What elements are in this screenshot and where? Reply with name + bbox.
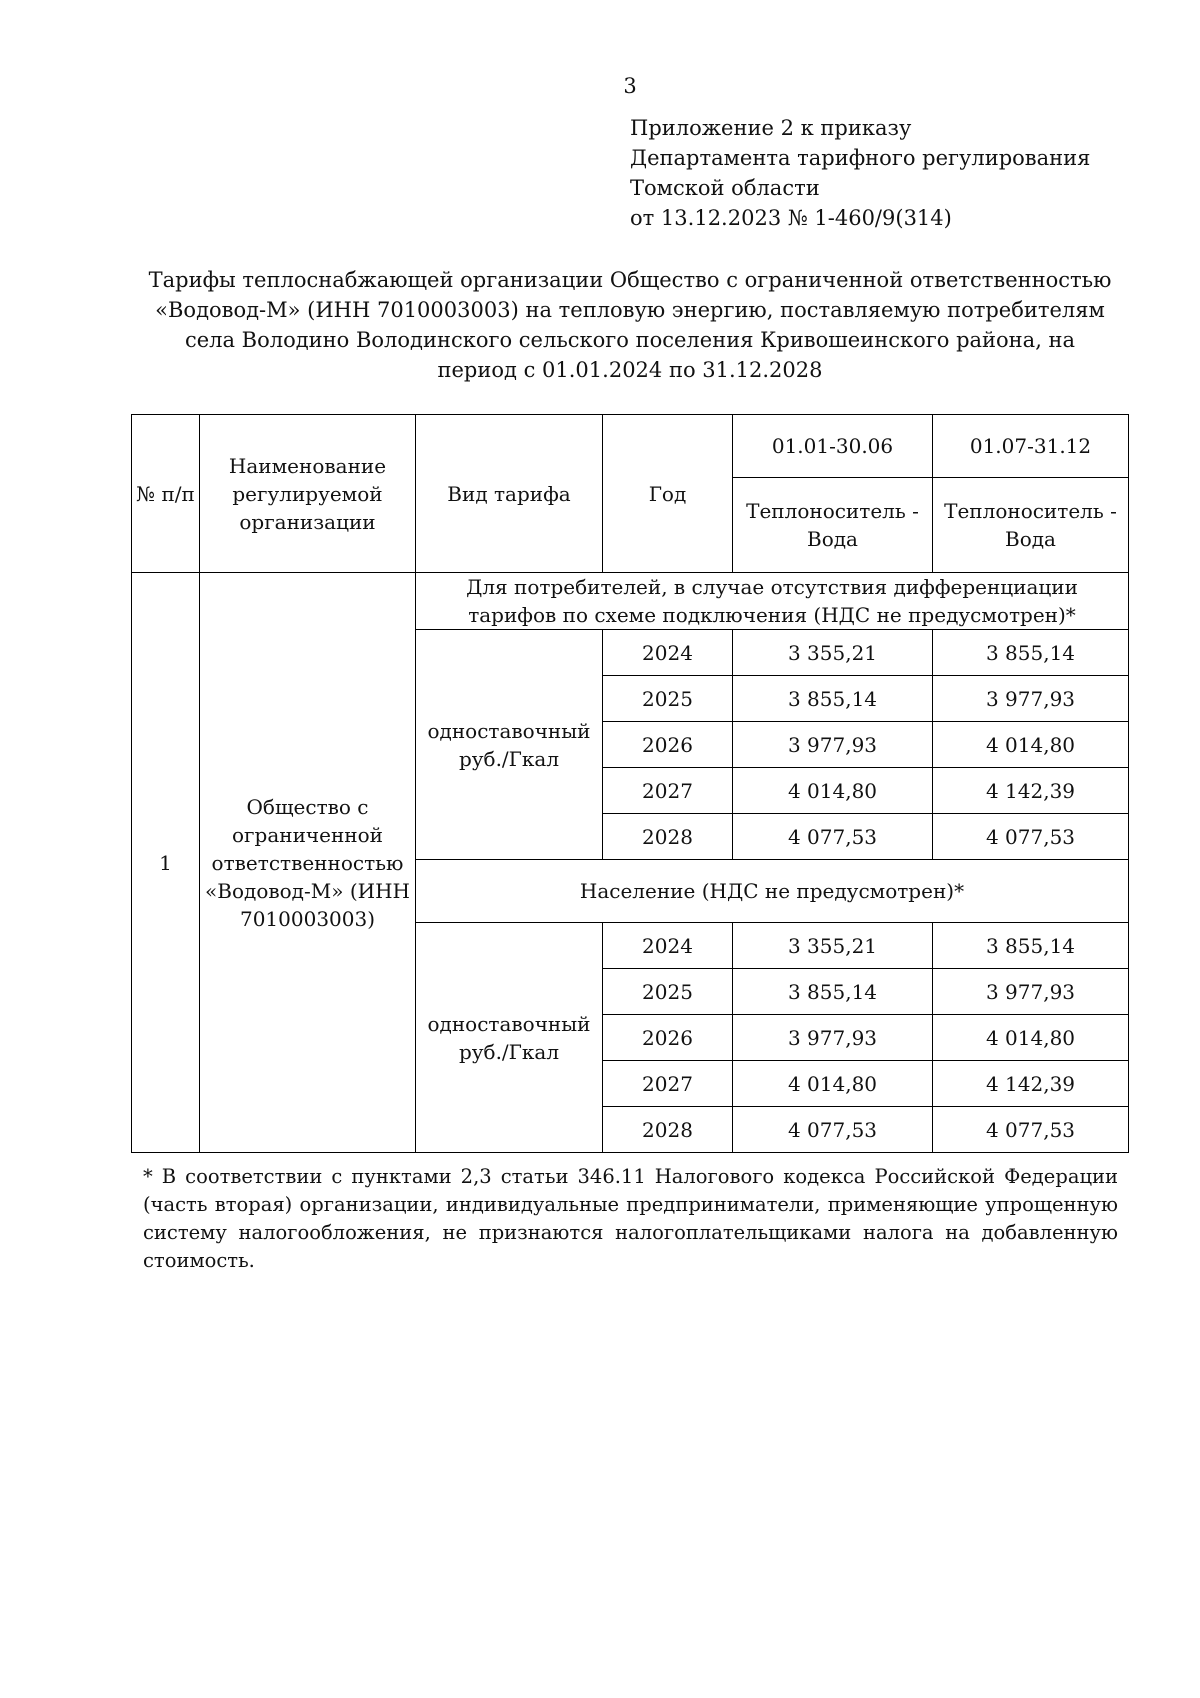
value-cell: 4 014,80 xyxy=(733,768,933,814)
title-line: села Володино Володинского сельского поселения Кривошеинского района, на xyxy=(184,328,1076,352)
year-cell: 2025 xyxy=(603,676,733,722)
value-cell: 3 977,93 xyxy=(933,676,1129,722)
value-cell: 4 014,80 xyxy=(933,1015,1129,1061)
value-cell: 3 977,93 xyxy=(733,722,933,768)
year-cell: 2024 xyxy=(603,630,733,676)
value-cell: 3 355,21 xyxy=(733,923,933,969)
organization-name: Общество с ограниченной ответственностью «Водовод-М» (ИНН 7010003003) xyxy=(200,573,416,1153)
year-cell: 2024 xyxy=(603,923,733,969)
year-cell: 2027 xyxy=(603,768,733,814)
footnote: * В соответствии с пунктами 2,3 статьи 346.11 Налогового кодекса Российской Федерации (часть вторая) организации, индивидуальные предприниматели, применяющие упрощенную систему налогообложения, не признаются налогоплательщиками налога на добавленную стоимость. xyxy=(143,1165,1118,1272)
header-num: № п/п xyxy=(132,415,200,573)
section-title: Население (НДС не предусмотрен)* xyxy=(416,860,1129,923)
value-cell: 3 855,14 xyxy=(733,969,933,1015)
value-cell: 3 855,14 xyxy=(933,923,1129,969)
header-period-2: 01.07-31.12 xyxy=(933,415,1129,478)
header-period-1: 01.01-30.06 xyxy=(733,415,933,478)
year-cell: 2028 xyxy=(603,1107,733,1153)
value-cell: 4 142,39 xyxy=(933,1061,1129,1107)
value-cell: 4 077,53 xyxy=(733,814,933,860)
section-row xyxy=(132,573,1129,630)
appendix-line: Приложение 2 к приказу xyxy=(630,116,912,140)
appendix-block xyxy=(630,113,1090,233)
value-cell: 3 855,14 xyxy=(933,630,1129,676)
header-org: Наименование регулируемой организации xyxy=(200,415,416,573)
table-header-row xyxy=(132,415,1129,478)
row-number: 1 xyxy=(132,573,200,1153)
year-cell: 2026 xyxy=(603,1015,733,1061)
tariff-type: одноставочный руб./Гкал xyxy=(416,923,603,1153)
tariff-type: одноставочный руб./Гкал xyxy=(416,630,603,860)
title-line: «Водовод-М» (ИНН 7010003003) на тепловую энергию, поставляемую потребителям xyxy=(155,298,1105,322)
header-tariff-type: Вид тарифа xyxy=(416,415,603,573)
value-cell: 4 014,80 xyxy=(733,1061,933,1107)
year-cell: 2026 xyxy=(603,722,733,768)
value-cell: 3 855,14 xyxy=(733,676,933,722)
appendix-line: от 13.12.2023 № 1-460/9(314) xyxy=(630,206,952,230)
tariff-table xyxy=(131,414,1129,1153)
appendix-line: Департамента тарифного регулирования xyxy=(630,146,1091,170)
value-cell: 3 355,21 xyxy=(733,630,933,676)
year-cell: 2028 xyxy=(603,814,733,860)
value-cell: 3 977,93 xyxy=(933,969,1129,1015)
title-line: период с 01.01.2024 по 31.12.2028 xyxy=(437,358,823,382)
value-cell: 4 077,53 xyxy=(933,814,1129,860)
year-cell: 2025 xyxy=(603,969,733,1015)
header-carrier-1: Теплоноситель - Вода xyxy=(733,478,933,573)
year-cell: 2027 xyxy=(603,1061,733,1107)
value-cell: 4 142,39 xyxy=(933,768,1129,814)
section-title: Для потребителей, в случае отсутствия дифференциации тарифов по схеме подключения (НДС не предусмотрен)* xyxy=(416,573,1129,630)
title-line: Тарифы теплоснабжающей организации Общество с ограниченной ответственностью xyxy=(148,268,1112,292)
value-cell: 3 977,93 xyxy=(733,1015,933,1061)
value-cell: 4 014,80 xyxy=(933,722,1129,768)
appendix-line: Томской области xyxy=(630,176,820,200)
header-carrier-2: Теплоноситель - Вода xyxy=(933,478,1129,573)
document-title xyxy=(140,265,1120,385)
value-cell: 4 077,53 xyxy=(933,1107,1129,1153)
header-year: Год xyxy=(603,415,733,573)
value-cell: 4 077,53 xyxy=(733,1107,933,1153)
page-number: 3 xyxy=(623,74,637,98)
